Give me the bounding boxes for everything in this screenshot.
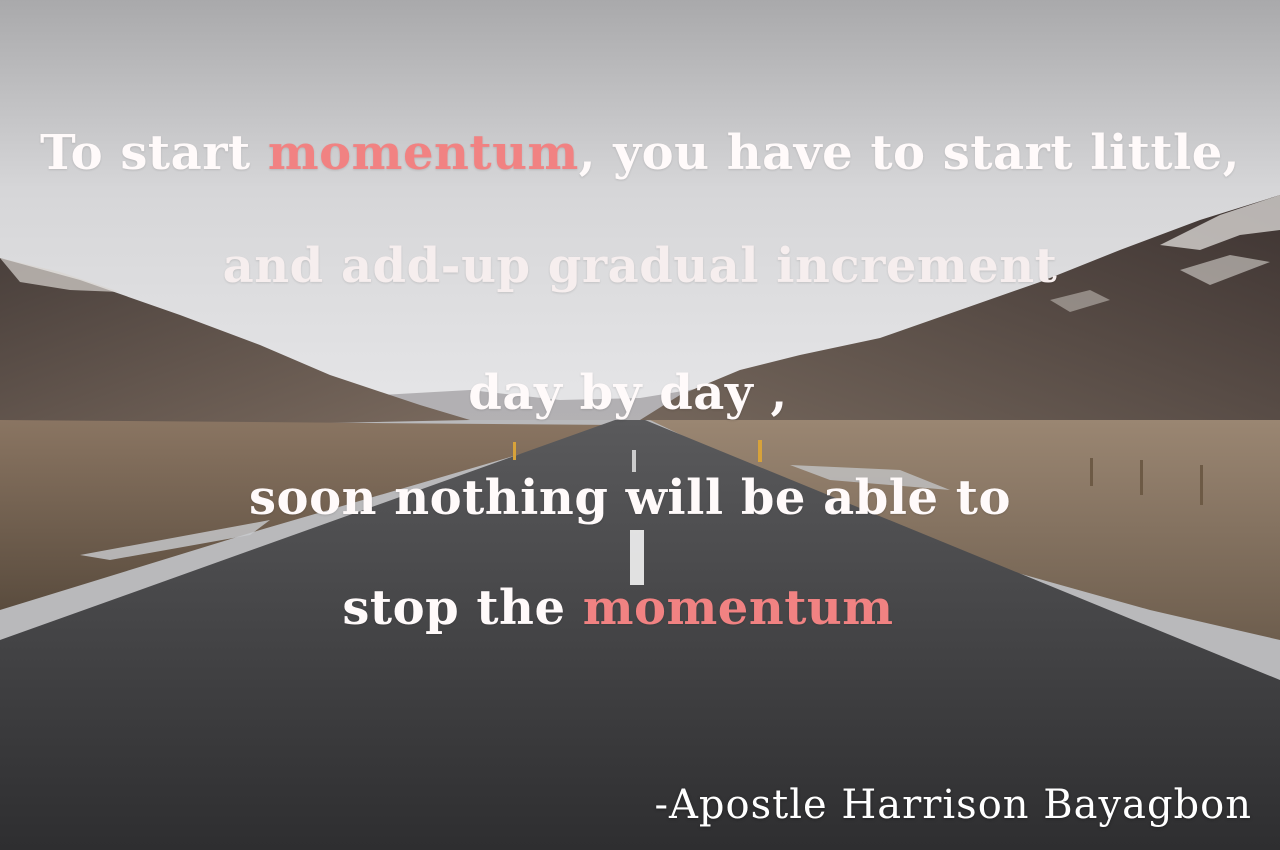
quote-author: -Apostle Harrison Bayagbon <box>654 782 1252 828</box>
quote-line-5: stop the momentum <box>342 580 894 636</box>
highlight-word: momentum <box>582 580 894 636</box>
quote-line-2: and add-up gradual increment <box>222 238 1058 294</box>
quote-line-3: day by day , <box>468 365 788 421</box>
quote-line-1: To start momentum, you have to start little, <box>39 125 1241 181</box>
highlight-word: momentum <box>267 125 579 181</box>
quote-line-4: soon nothing will be able to <box>249 470 1011 526</box>
